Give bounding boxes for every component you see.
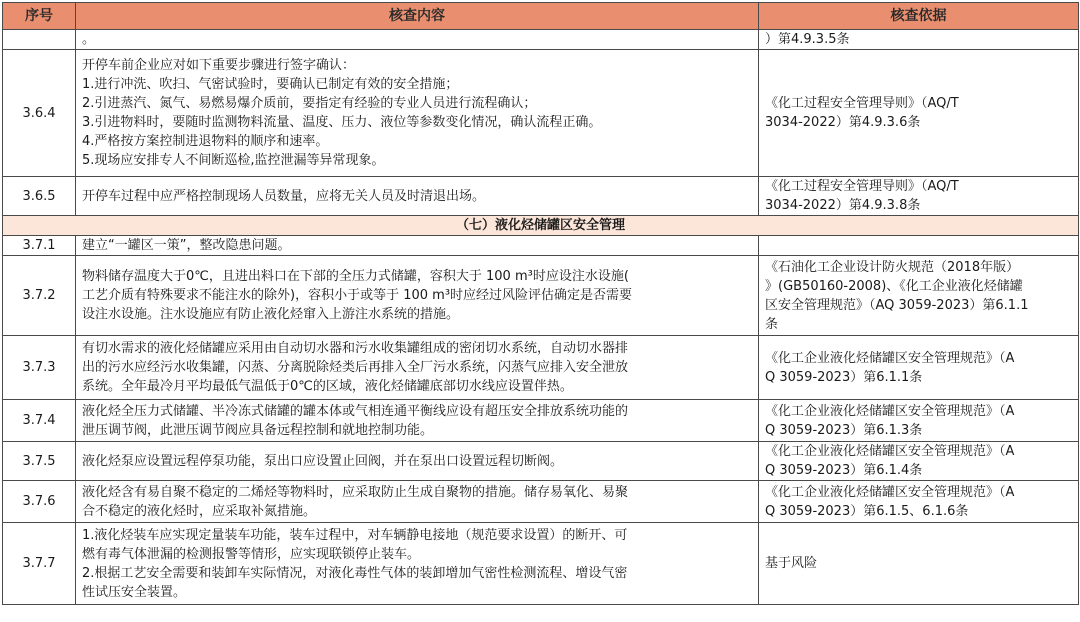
check-basis — [759, 400, 1079, 442]
basis-line: Q 3059-2023）第6.1.4条 — [765, 463, 923, 478]
row-number: 3.7.4 — [3, 400, 76, 442]
check-content — [76, 523, 759, 605]
table-row — [3, 442, 1079, 481]
table-row — [3, 236, 1079, 256]
row-number — [3, 30, 76, 50]
content-line: 开停车过程中应严格控制现场人员数量，应将无关人员及时清退出场。 — [82, 188, 486, 204]
content-line: 1.进行冲洗、吹扫、气密试验时，要确认已制定有效的安全措施； — [82, 77, 459, 92]
content-line: 系统。全年最冷月平均最低气温低于0℃的区域，液化烃储罐底部切水线应设置伴热。 — [82, 379, 573, 394]
check-basis — [759, 523, 1079, 605]
row-number: 3.7.2 — [3, 256, 76, 336]
table-row — [3, 336, 1079, 400]
check-content — [76, 481, 759, 523]
basis-line: 》(GB50160-2008)、《化工企业液化烃储罐 — [765, 278, 1023, 294]
section-row — [3, 216, 1079, 236]
check-content — [76, 50, 759, 177]
basis-line: 《化工企业液化烃储罐区安全管理规范》（A — [765, 403, 1015, 419]
content-line: 5.现场应安排专人不间断巡检,监控泄漏等异常现象。 — [82, 153, 385, 168]
content-line: 3.引进物料时，要随时监测物料流量、温度、压力、液位等参数变化情况，确认流程正确。 — [82, 115, 602, 130]
basis-line: 基于风险 — [765, 556, 818, 571]
basis-line: 《化工过程安全管理导则》（AQ/T — [765, 179, 959, 194]
content-line: 出的污水应经污水收集罐，闪蒸、分离脱除烃类后再排入全厂污水系统，闪蒸气应排入安全泄放 — [82, 360, 629, 375]
content-line: 泄压调节阀，此泄压调节阀应具备远程控制和就地控制功能。 — [82, 422, 434, 438]
basis-line: 《化工企业液化烃储罐区安全管理规范》（A — [765, 484, 1015, 500]
basis-line: 《化工过程安全管理导则》（AQ/T — [765, 96, 959, 111]
check-content — [76, 177, 759, 216]
row-number: 3.7.7 — [3, 523, 76, 605]
basis-line: 3034-2022）第4.9.3.8条 — [765, 198, 921, 213]
content-line: 建立“一罐区一策”，整改隐患问题。 — [82, 238, 291, 253]
content-line: 液化烃全压力式储罐、半冷冻式储罐的罐本体或气相连通平衡线应设有超压安全排放系统功能的 — [82, 403, 629, 419]
content-line: 燃有毒气体泄漏的检测报警等情形，应实现联锁停止装车。 — [82, 546, 421, 562]
content-line: 合不稳定的液化烃时，应采取补氮措施。 — [82, 503, 317, 519]
check-content — [76, 442, 759, 481]
basis-line: Q 3059-2023）第6.1.3条 — [765, 422, 923, 438]
inspection-table — [2, 2, 1079, 605]
table-row — [3, 30, 1079, 50]
basis-line: 条 — [765, 316, 779, 332]
row-number: 3.7.6 — [3, 481, 76, 523]
table-row — [3, 400, 1079, 442]
row-number: 3.7.5 — [3, 442, 76, 481]
check-basis — [759, 177, 1079, 216]
check-basis — [759, 30, 1079, 50]
basis-line: 区安全管理规范》（AQ 3059-2023）第6.1.1 — [765, 297, 1029, 313]
section-title: （七）液化烃储罐区安全管理 — [3, 216, 1079, 236]
basis-line: Q 3059-2023）第6.1.5、6.1.6条 — [765, 503, 969, 519]
content-line: 设注水设施。注水设施应有防止液化烃窜入上游注水系统的措施。 — [82, 307, 460, 322]
basis-line: 《化工企业液化烃储罐区安全管理规范》（A — [765, 444, 1015, 459]
header-content: 核查内容 — [76, 3, 759, 30]
check-content — [76, 30, 759, 50]
content-line: 有切水需求的液化烃储罐应采用由自动切水器和污水收集罐组成的密闭切水系统，自动切水器排 — [82, 341, 629, 356]
table-row — [3, 256, 1079, 336]
content-line: 液化烃泵应设置远程停泵功能，泵出口应设置止回阀，并在泵出口设置远程切断阀。 — [82, 453, 564, 469]
table-row — [3, 177, 1079, 216]
content-line: 工艺介质有特殊要求不能注水的除外)，容积小于或等于 100 m³时应经过风险评估确定是否需要 — [82, 288, 633, 303]
row-number: 3.7.1 — [3, 236, 76, 256]
content-line: 。 — [82, 32, 96, 47]
row-number: 3.7.3 — [3, 336, 76, 400]
table-body — [3, 30, 1079, 605]
content-line: 2.引进蒸汽、氮气、易燃易爆介质前，要指定有经验的专业人员进行流程确认； — [82, 96, 537, 111]
basis-line: ）第4.9.3.5条 — [765, 32, 850, 47]
table-row — [3, 523, 1079, 605]
check-content — [76, 336, 759, 400]
check-content — [76, 256, 759, 336]
check-content — [76, 400, 759, 442]
header-basis: 核查依据 — [759, 3, 1079, 30]
check-basis — [759, 50, 1079, 177]
table-row — [3, 50, 1079, 177]
content-line: 2.根据工艺安全需要和装卸车实际情况，对液化毒性气体的装卸增加气密性检测流程、增设气密 — [82, 565, 628, 581]
basis-line: 《化工企业液化烃储罐区安全管理规范》（A — [765, 350, 1015, 366]
row-number: 3.6.5 — [3, 177, 76, 216]
check-basis — [759, 336, 1079, 400]
content-line: 4.严格按方案控制进退物料的顺序和速率。 — [82, 134, 329, 149]
header-no: 序号 — [3, 3, 76, 30]
row-number: 3.6.4 — [3, 50, 76, 177]
content-line: 性试压安全装置。 — [82, 584, 187, 600]
basis-line: 3034-2022）第4.9.3.6条 — [765, 115, 921, 130]
check-basis — [759, 481, 1079, 523]
basis-line: 《石油化工企业设计防火规范（2018年版） — [765, 259, 1020, 275]
content-line: 开停车前企业应对如下重要步骤进行签字确认： — [82, 58, 356, 73]
check-basis — [759, 256, 1079, 336]
basis-line: Q 3059-2023）第6.1.1条 — [765, 369, 923, 385]
content-line: 1.液化烃装车应实现定量装车功能，装车过程中，对车辆静电接地（规范要求设置）的断开、可 — [82, 527, 628, 543]
check-basis — [759, 442, 1079, 481]
check-basis — [759, 236, 1079, 256]
table-header-row — [3, 3, 1079, 30]
content-line: 液化烃含有易自聚不稳定的二烯烃等物料时，应采取防止生成自聚物的措施。储存易氧化、易聚 — [82, 484, 629, 500]
check-content — [76, 236, 759, 256]
table-row — [3, 481, 1079, 523]
content-line: 物料储存温度大于0℃，且进出料口在下部的全压力式储罐，容积大于 100 m³时应设注水设施( — [82, 269, 629, 284]
